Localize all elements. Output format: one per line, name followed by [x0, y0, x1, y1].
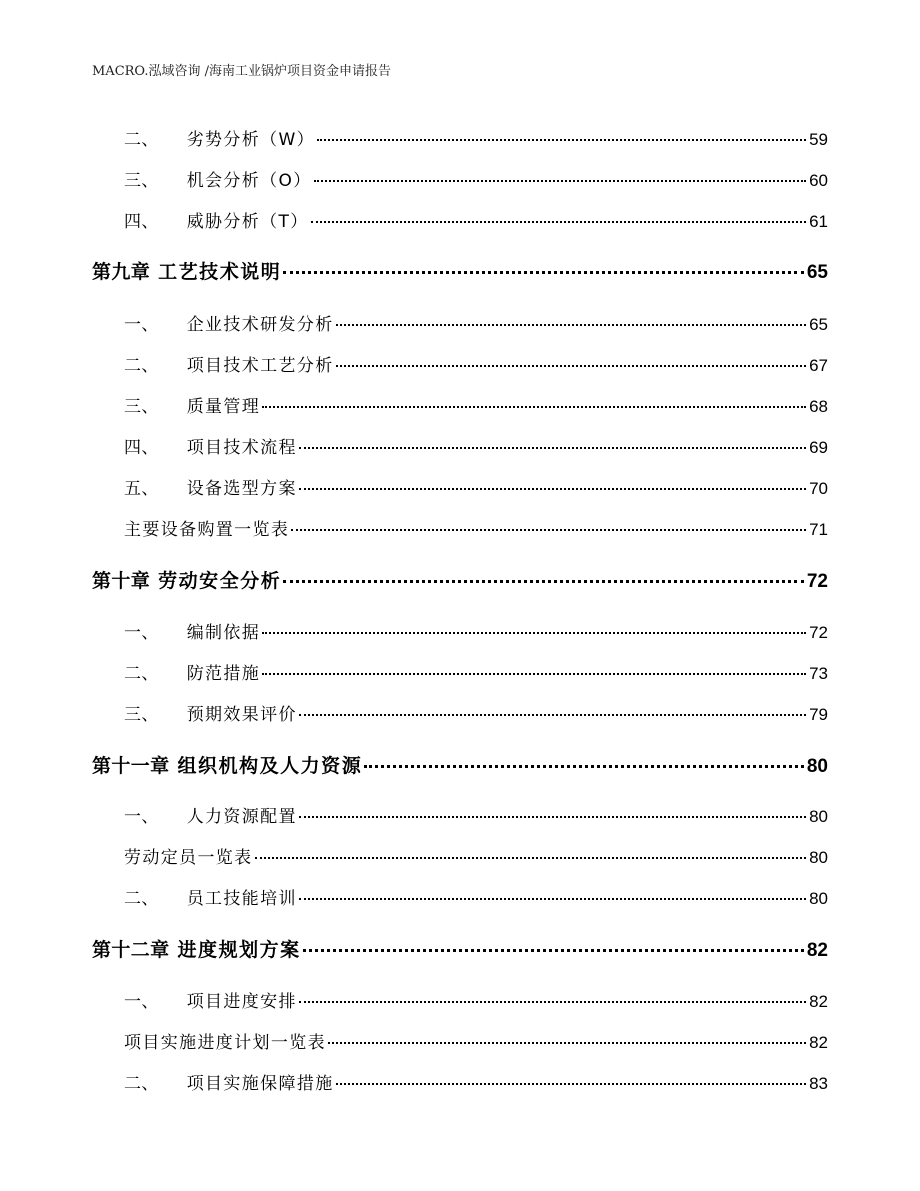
dot-leader [336, 1083, 807, 1085]
toc-entry-title: 劳动定员一览表 [124, 848, 253, 868]
toc-entry-heading [0, 515, 289, 540]
toc-page-number: 60 [809, 171, 828, 190]
toc-entry-number: 一、 [124, 807, 159, 827]
toc-page-number: 59 [809, 130, 828, 149]
dot-leader [303, 949, 804, 952]
toc-entry-number: 一、 [124, 315, 159, 335]
toc-entry-heading [0, 566, 281, 593]
page-header: MACRO.泓域咨询 /海南工业锅炉项目资金申请报告 [92, 64, 391, 79]
toc-page-number: 72 [809, 623, 828, 642]
toc-entry-heading [0, 935, 301, 962]
dot-leader [299, 898, 806, 900]
toc-entry-heading [0, 392, 260, 417]
toc-entry-number: 一、 [124, 623, 159, 643]
toc-entry-number: 三、 [124, 397, 159, 417]
toc-page-number: 71 [809, 520, 828, 539]
toc-page-number: 80 [809, 889, 828, 908]
toc-page-number: 80 [806, 756, 828, 777]
toc-page-number: 80 [809, 807, 828, 826]
dot-leader [291, 529, 806, 531]
toc-entry-title: 企业技术研发分析 [186, 315, 334, 335]
dot-leader [262, 632, 806, 634]
toc-entry-heading [0, 618, 260, 643]
toc-entry-title: 项目实施保障措施 [186, 1074, 334, 1094]
toc-entry-title: 人力资源配置 [186, 807, 297, 827]
toc-entry-title: 威胁分析（T） [186, 212, 309, 232]
toc-entry-heading [0, 433, 297, 458]
toc-page-number: 82 [806, 940, 828, 961]
toc-entry-number: 二、 [124, 1074, 159, 1094]
toc-page-number: 65 [806, 262, 828, 283]
toc-chapter-entry[interactable] [0, 751, 920, 778]
toc-chapter-entry[interactable] [0, 257, 920, 284]
toc-entry-number: 三、 [124, 705, 159, 725]
toc-entry-title: 防范措施 [186, 664, 261, 684]
dot-leader [317, 139, 806, 141]
dot-leader [299, 816, 806, 818]
toc-chapter-entry[interactable] [0, 566, 920, 593]
toc-entry-number: 第十二章 [92, 939, 170, 961]
dot-leader [336, 365, 807, 367]
toc-entry-heading [0, 474, 297, 499]
toc-section-entry[interactable] [0, 1069, 920, 1094]
dot-leader [283, 271, 804, 274]
toc-section-entry[interactable] [0, 310, 920, 335]
toc-page-number: 67 [809, 356, 828, 375]
toc-section-entry[interactable] [0, 802, 920, 827]
toc-section-entry[interactable] [0, 207, 920, 232]
toc-entry-title: 预期效果评价 [186, 705, 297, 725]
toc-section-entry[interactable] [0, 618, 920, 643]
toc-page-number: 69 [809, 438, 828, 457]
toc-entry-heading [0, 351, 334, 376]
toc-entry-title: 设备选型方案 [186, 479, 297, 499]
toc-entry-heading [0, 166, 312, 191]
toc-entry-title: 机会分析（O） [186, 171, 312, 191]
toc-entry-heading [0, 1069, 334, 1094]
dot-leader [314, 180, 806, 182]
toc-entry-title: 员工技能培训 [186, 889, 297, 909]
toc-entry-heading [0, 843, 253, 868]
toc-entry-title: 进度规划方案 [177, 939, 301, 961]
toc-entry-heading [0, 751, 362, 778]
dot-leader [262, 673, 806, 675]
toc-entry-heading [0, 659, 260, 684]
toc-entry-number: 二、 [124, 889, 159, 909]
toc-entry-title: 主要设备购置一览表 [124, 520, 290, 540]
toc-page-number: 79 [809, 705, 828, 724]
toc-entry-number: 三、 [124, 171, 159, 191]
toc-entry-title: 工艺技术说明 [158, 261, 282, 283]
toc-entry-heading [0, 1028, 326, 1053]
toc-page-number: 72 [806, 571, 828, 592]
toc-entry-title: 劣势分析（W） [186, 130, 316, 150]
dot-leader [299, 488, 806, 490]
dot-leader [299, 714, 806, 716]
toc-entry-heading [0, 310, 334, 335]
toc-section-entry[interactable] [0, 843, 920, 868]
toc-entry-number: 四、 [124, 212, 159, 232]
toc-entry-heading [0, 884, 297, 909]
toc-section-entry[interactable] [0, 433, 920, 458]
dot-leader [255, 857, 807, 859]
toc-page-number: 65 [809, 315, 828, 334]
toc-entry-heading [0, 125, 315, 150]
dot-leader [364, 765, 804, 768]
toc-entry-title: 项目技术工艺分析 [186, 356, 334, 376]
toc-entry-title: 编制依据 [186, 623, 261, 643]
toc-entry-heading [0, 987, 297, 1012]
toc-page-number: 82 [809, 992, 828, 1011]
dot-leader [299, 447, 806, 449]
toc-page-number: 83 [809, 1074, 828, 1093]
toc-entry-title: 质量管理 [186, 397, 261, 417]
toc-chapter-entry[interactable] [0, 935, 920, 962]
toc-entry-heading [0, 802, 297, 827]
toc-entry-heading [0, 257, 281, 284]
dot-leader [328, 1042, 806, 1044]
toc-section-entry[interactable] [0, 987, 920, 1012]
toc-entry-title: 劳动安全分析 [158, 570, 282, 592]
toc-page-number: 61 [809, 212, 828, 231]
toc-page-number: 73 [809, 664, 828, 683]
toc-section-entry[interactable] [0, 1028, 920, 1053]
toc-entry-title: 项目实施进度计划一览表 [124, 1033, 326, 1053]
toc-entry-title: 组织机构及人力资源 [177, 755, 363, 777]
toc-section-entry[interactable] [0, 884, 920, 909]
toc-entry-number: 五、 [124, 479, 159, 499]
toc-section-entry[interactable] [0, 166, 920, 191]
toc-entry-number: 第十一章 [92, 755, 170, 777]
toc-section-entry[interactable] [0, 700, 920, 725]
toc-page-number: 82 [809, 1033, 828, 1052]
toc-section-entry[interactable] [0, 392, 920, 417]
toc-entry-heading [0, 207, 309, 232]
toc-entry-number: 二、 [124, 130, 159, 150]
toc-page-number: 68 [809, 397, 828, 416]
toc-section-entry[interactable] [0, 474, 920, 499]
toc-entry-number: 二、 [124, 356, 159, 376]
dot-leader [336, 324, 807, 326]
toc-entry-title: 项目技术流程 [186, 438, 297, 458]
toc-entry-heading [0, 700, 297, 725]
dot-leader [311, 221, 806, 223]
toc-page-number: 80 [809, 848, 828, 867]
toc-entry-title: 项目进度安排 [186, 992, 297, 1012]
toc-section-entry[interactable] [0, 125, 920, 150]
toc-section-entry[interactable] [0, 659, 920, 684]
toc-section-entry[interactable] [0, 515, 920, 540]
toc-entry-number: 第九章 [92, 261, 151, 283]
toc-entry-number: 四、 [124, 438, 159, 458]
toc-entry-number: 一、 [124, 992, 159, 1012]
toc-entry-number: 二、 [124, 664, 159, 684]
toc-page-number: 70 [809, 479, 828, 498]
dot-leader [299, 1001, 806, 1003]
dot-leader [283, 580, 804, 583]
toc-entry-number: 第十章 [92, 570, 151, 592]
dot-leader [262, 406, 806, 408]
toc-section-entry[interactable] [0, 351, 920, 376]
